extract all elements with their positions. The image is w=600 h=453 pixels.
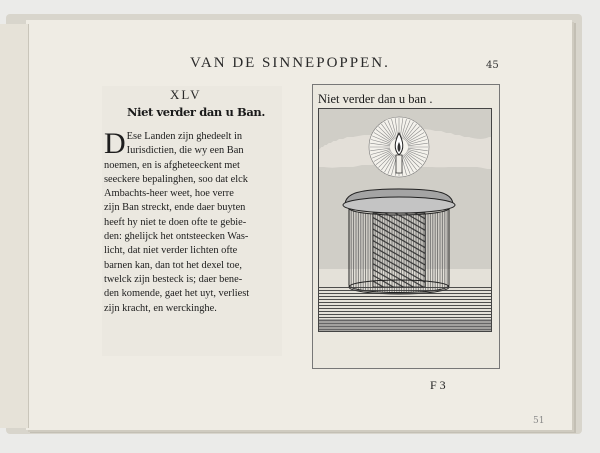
- body-line: barnen kan, dan tot het dexel toe,: [104, 259, 242, 271]
- emblem-motto: Niet verder dan u Ban.: [127, 105, 265, 119]
- lid-rim: [343, 197, 455, 213]
- page-number: 45: [486, 60, 499, 71]
- body-line: Ese Landen zijn ghedeelt in: [126, 131, 243, 142]
- body-line: Iurisdictien, die wy een Ban: [126, 145, 244, 157]
- emblem-body-text: [104, 127, 286, 316]
- emblem-numeral: XLV: [170, 87, 202, 102]
- body-line: Ambachts-heer weet, hoe verre: [104, 188, 234, 200]
- body-line: zijn kracht, en werckinghe.: [104, 302, 217, 314]
- pencil-page-note: 51: [533, 416, 545, 426]
- drop-cap: D: [104, 127, 126, 160]
- printer-signature: F 3: [430, 378, 446, 392]
- body-line: licht, dat niet verder lichten ofte: [104, 245, 238, 257]
- body-line: den: ghelijck het ontsteecken Was-: [104, 231, 249, 243]
- candle-stick: [396, 155, 402, 173]
- body-line: den komende, gaet het uyt, verliest: [104, 288, 250, 300]
- left-page-edge: [0, 24, 29, 428]
- plate-title: Niet verder dan u ban .: [318, 92, 433, 106]
- candle-engraving: [318, 108, 492, 332]
- body-line: zijn Ban streckt, ende daer buyten: [104, 202, 246, 214]
- wax-coil: [373, 213, 425, 287]
- body-line: heeft hy niet te doen ofte te gebie-: [104, 216, 247, 228]
- body-line: twelck zijn besteck is; daer bene-: [104, 273, 243, 285]
- page-header-title: VAN DE SINNEPOPPEN.: [190, 55, 390, 71]
- body-line: noemen, en is afgheteeckent met: [104, 159, 240, 171]
- body-line: seeckere bepalinghen, soo dat elck: [104, 173, 248, 185]
